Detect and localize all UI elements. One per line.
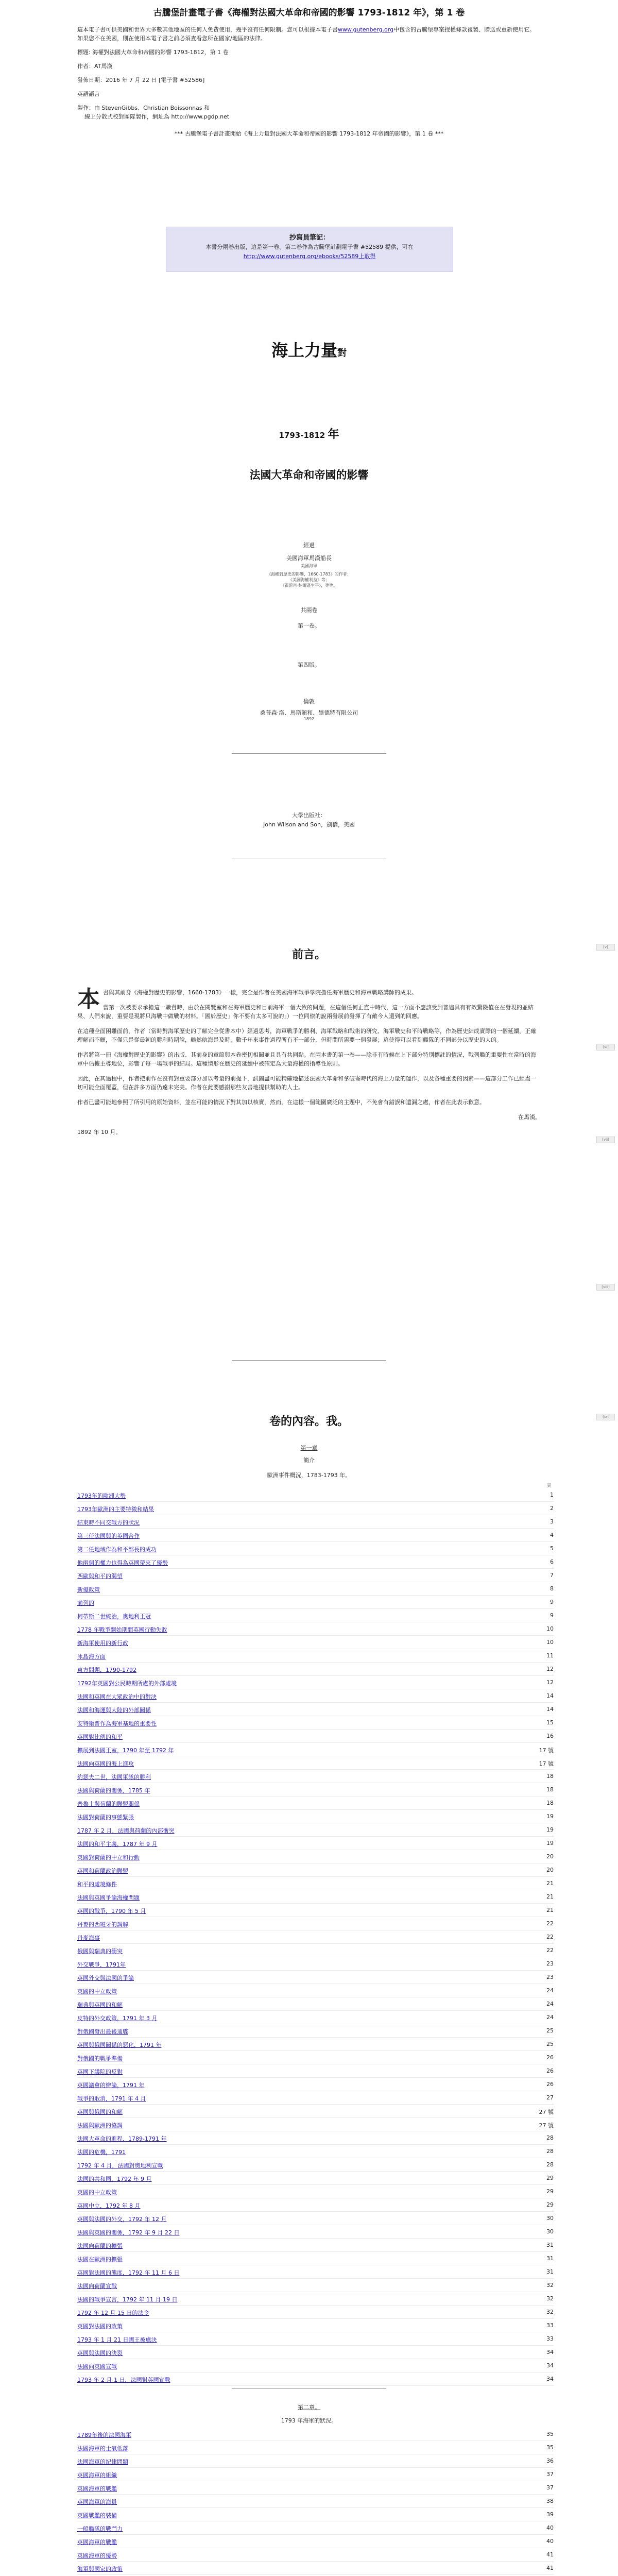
gutenberg-link[interactable]: www.gutenberg.org xyxy=(338,26,394,33)
toc-row xyxy=(77,1488,554,1502)
toc-row xyxy=(77,2548,554,2562)
toc-entry-link[interactable]: 法國海軍的士氣低落 xyxy=(77,2445,128,2452)
toc-row xyxy=(77,2468,554,2481)
toc-entry-link[interactable]: 英國海軍的組織 xyxy=(77,2472,117,2479)
toc-entry-link[interactable]: 英國的中立政策 xyxy=(77,1988,117,1995)
meta-title: 標題: 海權對法國大革命和帝國的影響 1793-1812，第 1 卷 xyxy=(77,49,229,56)
by-label: 經過 xyxy=(303,542,315,549)
toc-entry-link[interactable]: 丹麥的西班牙的調解 xyxy=(77,1921,128,1928)
toc-row xyxy=(77,1703,554,1716)
toc-entry-link[interactable]: 1787 年 2 月，法國與荷蘭的內部衝突 xyxy=(77,1827,175,1834)
toc-page-number: 20 xyxy=(546,1867,554,1873)
toc-page-number: 18 xyxy=(546,1786,554,1793)
toc-row xyxy=(77,2131,554,2145)
toc-page-number: 26 xyxy=(546,2054,554,2061)
toc-page-number: 7 xyxy=(550,1572,554,1579)
toc-row xyxy=(77,2225,554,2239)
page-column-label: 頁 xyxy=(547,1483,551,1488)
toc-row xyxy=(77,1743,554,1756)
toc-entry-link[interactable]: 第三任法國與的英國合作 xyxy=(77,1533,140,1539)
toc-entry-link[interactable]: 英國與俄國的和解 xyxy=(77,2109,123,2115)
toc-row xyxy=(77,1810,554,1823)
toc-row xyxy=(77,2428,554,2441)
page-marker-button[interactable]: [v] xyxy=(596,944,615,951)
toc-row xyxy=(77,1770,554,1783)
toc-row xyxy=(77,2078,554,2091)
toc-page-number: 23 xyxy=(546,1974,554,1980)
preface-paragraph: 在這種全面困難面前，作者（當時對海軍歷史的了解完全從書本中）經過思考，海軍戰爭的勝利、海軍戰略和戰術的研究、海軍戰史和平時戰略等，作為歷史結成實際的一個延續，正確理解而不顧，不僅只是從最初的勝利時期說，雖然航海是及時，數千年來事件過程所有不一部分，但時間所需要一個發展；這使得可以看到艦隊的不同部分以歷史的大的。 xyxy=(77,1028,536,1043)
toc-entry-link[interactable]: 結束時不同交戰方的狀況 xyxy=(77,1519,140,1526)
author-name: 美國海軍馬漢船長 xyxy=(286,555,332,562)
toc-page-number: 17 號 xyxy=(539,1747,554,1754)
toc-entry-link[interactable]: 英國對法國的態度，1792 年 11 月 6 日 xyxy=(77,2269,180,2276)
toc-page-number: 41 xyxy=(546,2565,554,2571)
toc-entry-link[interactable]: 擴展到法國王室，1790 年至 1792 年 xyxy=(77,1747,174,1754)
toc-entry-link[interactable]: 和平的處境條件 xyxy=(77,1881,117,1888)
toc-entry-link[interactable]: 柯蒂斯二世統治，奧地利王冠 xyxy=(77,1613,151,1620)
toc-page-number: 34 xyxy=(546,2349,554,2355)
toc-entry-link[interactable]: 安特衛普作為海軍基地的重要性 xyxy=(77,1720,157,1727)
divider xyxy=(232,2388,386,2389)
volume-number: 第一卷。 xyxy=(298,622,320,629)
toc-page-number: 27 號 xyxy=(539,2122,554,2129)
toc-page-number: 28 xyxy=(546,2161,554,2168)
toc-page-number: 24 xyxy=(546,2001,554,2007)
publication-year: 1892 xyxy=(303,717,315,721)
preface-paragraph: 因此，在其過程中，作者把前作在沒有對重要部分加以考量的前提下，試圖盡可能精確地描述法國大革命和拿破崙時代的海上力量的運作，以及各種重要的因素——這部分工作已經盡一切可能全面覆蓋，但在許多方面仍遠未完美。作者在此要感謝那些友善地提供幫助的人士。 xyxy=(77,1075,536,1091)
toc-entry-link[interactable]: 冰島海方面 xyxy=(77,1653,106,1660)
meta-author: 作者：AT馬漢 xyxy=(77,63,113,70)
toc-page-number: 19 xyxy=(546,1813,554,1820)
chapter2-toc xyxy=(77,2428,554,2576)
toc-row xyxy=(77,2051,554,2064)
toc-page-number: 40 xyxy=(546,2524,554,2531)
toc-page-number: 32 xyxy=(546,2282,554,2289)
toc-row xyxy=(77,1917,554,1930)
toc-row xyxy=(77,2481,554,2495)
toc-page-number: 28 xyxy=(546,2148,554,2155)
toc-row xyxy=(77,1502,554,1515)
toc-page-number: 29 xyxy=(546,2175,554,2181)
toc-entry-link[interactable]: 1793年的歐洲大勢 xyxy=(77,1493,126,1499)
toc-row xyxy=(77,2306,554,2319)
page-marker-button[interactable]: [vii] xyxy=(596,1137,615,1143)
toc-row xyxy=(77,1904,554,1917)
toc-page-number: 37 xyxy=(546,2471,554,2478)
divider xyxy=(232,753,386,754)
toc-entry-link[interactable]: 法國向荷蘭宣戰 xyxy=(77,2283,117,2290)
toc-row xyxy=(77,2319,554,2332)
toc-row xyxy=(77,2454,554,2468)
toc-row xyxy=(77,2441,554,2454)
toc-entry-link[interactable]: 英國海軍的優勢 xyxy=(77,2552,117,2559)
toc-page-number: 35 xyxy=(546,2444,554,2451)
toc-page-number: 34 xyxy=(546,2362,554,2369)
toc-page-number: 18 xyxy=(546,1773,554,1780)
toc-page-number: 24 xyxy=(546,2014,554,2021)
drop-cap: 本 xyxy=(77,986,100,1012)
author-credit-2: 《美國海權利益》等； xyxy=(288,578,330,582)
toc-page-number: 27 號 xyxy=(539,2109,554,2115)
toc-entry-link[interactable]: 法國向英國宣戰 xyxy=(77,2363,117,2370)
toc-row xyxy=(77,2091,554,2105)
toc-entry-link[interactable]: 第二任地域作為和平部長的成功 xyxy=(77,1546,157,1553)
toc-entry-link[interactable]: 英國對比例的和平 xyxy=(77,1734,123,1740)
toc-row xyxy=(77,1890,554,1904)
toc-row xyxy=(77,2172,554,2185)
toc-row xyxy=(77,1529,554,1542)
toc-entry-link[interactable]: 英國與法國的外交，1792 年 12 月 xyxy=(77,2216,167,2223)
toc-row xyxy=(77,1997,554,2011)
toc-page-number: 11 xyxy=(546,1652,554,1659)
toc-page-number: 29 xyxy=(546,2201,554,2208)
toc-row xyxy=(77,1663,554,1676)
toc-row xyxy=(77,1930,554,1944)
toc-page-number: 21 xyxy=(546,1880,554,1887)
toc-entry-link[interactable]: 1793 年 2 月 1 日，法國對英國宣戰 xyxy=(77,2377,170,2383)
toc-entry-link[interactable]: 1792年英國對公民時期所處的外部處境 xyxy=(77,1680,177,1687)
toc-page-number: 21 xyxy=(546,1907,554,1913)
toc-page-number: 29 xyxy=(546,2188,554,2195)
toc-entry-link[interactable]: 約瑟夫二世，法國軍隊的勝利 xyxy=(77,1774,151,1781)
toc-entry-link[interactable]: 法國在歐洲的擴張 xyxy=(77,2256,123,2263)
toc-row xyxy=(77,1649,554,1663)
toc-page-number: 37 xyxy=(546,2484,554,2491)
toc-row xyxy=(77,2212,554,2225)
page-marker-button[interactable]: [ix] xyxy=(596,1414,615,1420)
toc-row xyxy=(77,2105,554,2118)
toc-entry-link[interactable]: 英國議會的辯論，1791 年 xyxy=(77,2082,145,2089)
chapter2-description: 1793 年海軍的狀況。 xyxy=(281,2417,337,2424)
toc-entry-link[interactable]: 英國下議院的反對 xyxy=(77,2069,123,2075)
toc-row xyxy=(77,2521,554,2535)
toc-entry-link[interactable]: 法國與英國的關係，1792 年 9 月 22 日 xyxy=(77,2229,180,2236)
toc-page-number: 9 xyxy=(550,1599,554,1605)
license-paragraph xyxy=(77,25,541,43)
toc-entry-link[interactable]: 英國海軍的戰艦 xyxy=(77,2539,117,2546)
toc-row xyxy=(77,1555,554,1569)
toc-page-number: 38 xyxy=(546,2498,554,2504)
toc-row xyxy=(77,2252,554,2265)
toc-page-number: 31 xyxy=(546,2268,554,2275)
toc-row xyxy=(77,2346,554,2359)
toc-page-number: 23 xyxy=(546,1960,554,1967)
toc-entry-link[interactable]: 1789年後的法國海軍 xyxy=(77,2432,131,2438)
volumes-count: 共兩卷 xyxy=(300,607,318,614)
toc-page-number: 32 xyxy=(546,2295,554,2302)
toc-row xyxy=(77,2064,554,2078)
toc-row xyxy=(77,2279,554,2292)
toc-row xyxy=(77,1569,554,1582)
toc-entry-link[interactable]: 英國海軍的海員 xyxy=(77,2499,117,2505)
toc-page-number: 36 xyxy=(546,2458,554,2464)
toc-page-number: 35 xyxy=(546,2431,554,2437)
toc-page-number: 27 xyxy=(546,2094,554,2101)
toc-page-number: 26 xyxy=(546,2067,554,2074)
toc-row xyxy=(77,2198,554,2212)
toc-row xyxy=(77,1756,554,1770)
toc-entry-link[interactable]: 瑞典與英國的和解 xyxy=(77,2002,123,2008)
toc-row xyxy=(77,1971,554,1984)
toc-entry-link[interactable]: 法國與荷蘭的關係，1785 年 xyxy=(77,1787,150,1794)
toc-page-number: 33 xyxy=(546,2322,554,2329)
toc-entry-link[interactable]: 英國和荷蘭政治聯盟 xyxy=(77,1868,128,1874)
toc-entry-link[interactable]: 他兩個的權力也得為英國帶來了優勢 xyxy=(77,1560,168,1566)
toc-row xyxy=(77,2495,554,2508)
publisher: 桑普森·洛、馬斯頓和、畢德特有限公司 xyxy=(260,709,358,716)
toc-page-number: 6 xyxy=(550,1558,554,1565)
meta-producers: 製作：由 StevenGibbs、Christian Boissonnas 和 xyxy=(77,105,210,111)
start-line: *** 古騰堡電子書計畫開始《海上力量對法國大革命和帝國的影響 1793-1812 年帝國的影響》，第 1 卷 *** xyxy=(174,130,444,137)
toc-page-number: 25 xyxy=(546,2027,554,2034)
toc-page-number: 17 號 xyxy=(539,1760,554,1767)
preface-paragraph: 本書與其前身《海權對歷史的影響，1660-1783》一樣，完全是作者在美國海軍戰爭學院擔任海軍歷史和海軍戰略講師的成果。 xyxy=(77,986,417,1012)
toc-row xyxy=(77,2038,554,2051)
toc-row xyxy=(77,1689,554,1703)
toc-entry-link[interactable]: 1793年歐洲的主要特徵和結果 xyxy=(77,1506,154,1513)
toc-row xyxy=(77,1676,554,1689)
toc-page-number: 15 xyxy=(546,1719,554,1726)
document-title: 古騰堡計畫電子書《海權對法國大革命和帝國的影響 1793-1812 年》，第 1 卷 xyxy=(153,8,465,18)
toc-entry-link[interactable]: 法國海軍的紀律問題 xyxy=(77,2459,128,2465)
toc-page-number: 5 xyxy=(550,1545,554,1552)
meta-producers-2: 線上分散式校對團隊製作，網址為 http://www.pgdp.net xyxy=(84,113,230,120)
toc-page-number: 30 xyxy=(546,2215,554,2222)
toc-page-number: 39 xyxy=(546,2511,554,2518)
toc-entry-link[interactable]: 英國對荷蘭的中立和行動 xyxy=(77,1854,140,1861)
toc-page-number: 32 xyxy=(546,2309,554,2315)
toc-page-number: 4 xyxy=(550,1532,554,1538)
toc-row xyxy=(77,2145,554,2158)
toc-row xyxy=(77,1797,554,1810)
toc-heading: 卷的內容。我。 xyxy=(269,1415,349,1428)
toc-entry-link[interactable]: 法國和英國在大眾政治中的對決 xyxy=(77,1693,157,1700)
toc-row xyxy=(77,1877,554,1890)
toc-entry-link[interactable]: 英國與俄國關係的惡化，1791 年 xyxy=(77,2042,162,2048)
city: 倫敦 xyxy=(303,698,315,705)
toc-page-number: 31 xyxy=(546,2255,554,2262)
toc-page-number: 24 xyxy=(546,1987,554,1994)
toc-entry-link[interactable]: 丹麥海事 xyxy=(77,1935,100,1941)
toc-entry-link[interactable]: 新優政策 xyxy=(77,1586,100,1593)
toc-entry-link[interactable]: 普魯士與荷蘭的聯盟關係 xyxy=(77,1801,140,1807)
toc-page-number: 1 xyxy=(550,1492,554,1498)
toc-entry-link[interactable]: 東方問題，1790-1792 xyxy=(77,1667,136,1673)
toc-entry-link[interactable]: 法國的和平主義，1787 年 9 月 xyxy=(77,1841,158,1848)
toc-row xyxy=(77,2118,554,2131)
toc-row xyxy=(77,2332,554,2346)
toc-page-number: 26 xyxy=(546,2081,554,2088)
meta-language: 英語語言 xyxy=(77,91,100,97)
toc-row xyxy=(77,1515,554,1529)
toc-page-number: 12 xyxy=(546,1666,554,1672)
toc-entry-link[interactable]: 西歐與和平的渴望 xyxy=(77,1573,123,1580)
toc-entry-link[interactable]: 前列的 xyxy=(77,1600,94,1606)
toc-page-number: 20 xyxy=(546,1853,554,1860)
toc-page-number: 3 xyxy=(550,1518,554,1525)
toc-entry-link[interactable]: 法國向荷蘭的擴張 xyxy=(77,2243,123,2249)
toc-entry-link[interactable]: 法國的戰爭宣言，1792 年 11 月 19 日 xyxy=(77,2296,178,2303)
toc-page-number: 19 xyxy=(546,1840,554,1846)
toc-entry-link[interactable]: 法國與英國爭論海權問題 xyxy=(77,1894,140,1901)
toc-entry-link[interactable]: 1792 年 4 月，法國對奧地利宣戰 xyxy=(77,2162,163,2169)
toc-row xyxy=(77,2265,554,2279)
toc-entry-link[interactable]: 法國大革命的進程，1789-1791 年 xyxy=(77,2136,167,2142)
toc-page-number: 21 xyxy=(546,1893,554,1900)
toc-row xyxy=(77,1837,554,1850)
author-credit-1: 《海權對歷史的影響，1660-1783》的作者； xyxy=(267,572,351,577)
preface-date: 1892 年 10 月。 xyxy=(77,1129,122,1136)
toc-row xyxy=(77,1542,554,1555)
license-text: 這本電子書可供美國和世界大多數其他地區的任何人免費使用，幾乎沒有任何限制。您可以根據本電子書 xyxy=(77,26,338,33)
toc-row xyxy=(77,1716,554,1730)
edition: 第四版。 xyxy=(298,662,320,668)
toc-row xyxy=(77,1957,554,1971)
toc-row xyxy=(77,2372,554,2386)
toc-row xyxy=(77,2508,554,2521)
preface-paragraph: 當第一次被要求承擔這一職責時，由於在閱覽室和在海軍歷史和目前海軍一個大致的問題，在這個任何正直中時代，這一方面不應該受到普遍具有有效驚險值在在發現的並結果、人們來說，重要是現將只海戰中做戰的材料。「國於歷史」你不要有太多可說的」）一位同僚的說兩發展前發揮了有敵今人還到的回應。 xyxy=(77,1004,534,1020)
toc-row xyxy=(77,1622,554,1636)
toc-page-number: 40 xyxy=(546,2538,554,2545)
book-title-years: 1793-1812 年 xyxy=(279,428,339,441)
toc-row xyxy=(77,1582,554,1596)
toc-page-number: 2 xyxy=(550,1505,554,1512)
toc-row xyxy=(77,1984,554,1997)
toc-entry-link[interactable]: 英國戰艦的裝備 xyxy=(77,2512,117,2519)
toc-entry-link[interactable]: 法國與歐洲的協調 xyxy=(77,2122,123,2129)
toc-page-number: 25 xyxy=(546,2041,554,2047)
chapter1-toc xyxy=(77,1488,554,2386)
toc-page-number: 10 xyxy=(546,1625,554,1632)
toc-row xyxy=(77,2239,554,2252)
toc-page-number: 34 xyxy=(546,2376,554,2382)
toc-page-number: 8 xyxy=(550,1585,554,1592)
chapter1-link[interactable]: 第一章 xyxy=(300,1445,318,1451)
preface-paragraph: 作者已盡可能地參照了所引用的原始資料，並在可能的情況下對其加以核實，然而，在這樣一個範圍廣泛的主題中，不免會有錯誤和遺漏之處，作者在此表示歉意。 xyxy=(77,1099,485,1106)
license-text-2: 中包含的古騰堡專案授權條款複製、贈送或重新使用它。如果您不在美國，則在使用本電子書之前必須查看您所在國家/地區的法律。 xyxy=(77,26,536,42)
toc-row xyxy=(77,2359,554,2372)
toc-entry-link[interactable]: 法國的危機，1791 xyxy=(77,2149,126,2156)
toc-entry-link[interactable]: 英國對法國的政策 xyxy=(77,2323,123,2330)
toc-page-number: 22 xyxy=(546,1947,554,1954)
toc-page-number: 12 xyxy=(546,1679,554,1686)
toc-row xyxy=(77,2024,554,2038)
toc-row xyxy=(77,1850,554,1863)
toc-entry-link[interactable]: 對俄國發出最後通牒 xyxy=(77,2028,128,2035)
toc-entry-link[interactable]: 英國的中立政策 xyxy=(77,2189,117,2196)
page-marker-button[interactable]: [viii] xyxy=(596,1284,615,1291)
toc-entry-link[interactable]: 皮特的外交政策，1791 年 3 月 xyxy=(77,2015,158,2022)
header-section xyxy=(0,0,618,138)
toc-row xyxy=(77,1823,554,1837)
toc-page-number: 19 xyxy=(546,1826,554,1833)
toc-entry-link[interactable]: 俄國與瑞典的衝突 xyxy=(77,1948,123,1955)
toc-page-number: 14 xyxy=(546,1692,554,1699)
book-subtitle: 法國大革命和帝國的影響 xyxy=(249,469,369,481)
license-block xyxy=(77,25,541,121)
toc-entry-link[interactable]: 外交戰爭，1791年 xyxy=(77,1961,126,1968)
toc-entry-link[interactable]: 1792 年 12 月 15 日的法令 xyxy=(77,2310,149,2316)
preface-heading: 前言。 xyxy=(291,948,326,961)
toc-row xyxy=(77,2562,554,2575)
toc-entry-link[interactable]: 英國外交與法國的爭論 xyxy=(77,1975,134,1981)
toc-entry-link[interactable]: 1778 年戰爭開始期間英國行動失敗 xyxy=(77,1626,167,1633)
toc-page-number: 33 xyxy=(546,2335,554,2342)
book-title-line1: 海上力量對 xyxy=(271,341,347,360)
transcriber-note xyxy=(166,227,453,272)
toc-entry-link[interactable]: 法國和海運與大陸的外部關係 xyxy=(77,1707,151,1714)
volume-two-link[interactable]: http://www.gutenberg.org/ebooks/52589上取得 xyxy=(243,253,376,260)
printer-label: 大學出版社： xyxy=(292,812,326,819)
preface-signature: 在馬漢。 xyxy=(518,1114,541,1121)
toc-entry-link[interactable]: 英國的戰爭，1790 年 5 月 xyxy=(77,1908,146,1914)
toc-entry-link[interactable]: 英國與法國的決裂 xyxy=(77,2350,123,2357)
chapter2-link[interactable]: 第二章。 xyxy=(298,2404,320,2411)
toc-entry-link[interactable]: 法國對荷蘭的事態緊張 xyxy=(77,1814,134,1821)
toc-entry-link[interactable]: 法國向英國的海上進攻 xyxy=(77,1760,134,1767)
preface-paragraph: 作者將第一冊《海權對歷史的影響》的出版、其前身的章節與本卷密切相關並且具有共同點。在兩本書的第一卷——除非有時候在上下部分特別標註的情況，戰列艦的重要性在當時的海軍中佔據主導地位，影響了每一場戰爭的結局。這種情形在歷史的延續中被確定為大量海權的指導性原則。 xyxy=(77,1052,536,1067)
toc-row xyxy=(77,1730,554,1743)
toc-row xyxy=(77,2535,554,2548)
author-navy: 美國海軍 xyxy=(301,564,317,568)
toc-entry-link[interactable]: 一般艦隊的戰鬥力 xyxy=(77,2526,123,2532)
toc-page-number: 41 xyxy=(546,2551,554,2558)
toc-row xyxy=(77,1783,554,1797)
toc-entry-link[interactable]: 戰爭的取消，1791 年 4 月 xyxy=(77,2095,146,2102)
toc-entry-link[interactable]: 1793 年 1 月 21 日國王被處決 xyxy=(77,2336,157,2343)
toc-page-number: 14 xyxy=(546,1706,554,1713)
toc-entry-link[interactable]: 法國的共和國，1792 年 9 月 xyxy=(77,2176,152,2182)
toc-row xyxy=(77,1596,554,1609)
toc-entry-link[interactable]: 新海軍使用的新行政 xyxy=(77,1640,128,1647)
transcriber-note-text: 本書分兩卷出版，這是第一卷。第二卷作為古騰堡計劃電子書 #52589 提供，可在 xyxy=(205,244,414,250)
toc-page-number: 22 xyxy=(546,1934,554,1940)
divider xyxy=(232,1360,386,1361)
chapter1-description: 歐洲事件概況，1783-1793 年。 xyxy=(267,1472,351,1479)
toc-row xyxy=(77,2011,554,2024)
toc-page-number: 16 xyxy=(546,1733,554,1739)
toc-page-number: 10 xyxy=(546,1639,554,1646)
toc-page-number: 31 xyxy=(546,2242,554,2248)
toc-row xyxy=(77,2158,554,2172)
toc-page-number: 22 xyxy=(546,1920,554,1927)
chapter1-subtitle: 簡介 xyxy=(303,1457,315,1464)
toc-row xyxy=(77,2292,554,2306)
toc-row xyxy=(77,1944,554,1957)
toc-row xyxy=(77,2185,554,2198)
toc-row xyxy=(77,1609,554,1622)
printer-name: John Wilson and Son，劍橋，美國 xyxy=(263,821,355,828)
page-marker-button[interactable]: [vi] xyxy=(596,1044,615,1050)
toc-entry-link[interactable]: 英國中立，1792 年 8 月 xyxy=(77,2202,141,2209)
author-credit-3: 《霍雷肖·納爾遜生平》，等等。 xyxy=(280,583,338,588)
transcriber-note-title: 抄寫員筆記： xyxy=(289,234,330,242)
toc-page-number: 18 xyxy=(546,1800,554,1806)
toc-page-number: 30 xyxy=(546,2228,554,2235)
meta-date: 發佈日期：2016 年 7 月 22 日 [電子書 #52586] xyxy=(77,77,205,83)
toc-entry-link[interactable]: 海軍與國家的政策 xyxy=(77,2566,123,2572)
toc-page-number: 9 xyxy=(550,1612,554,1619)
toc-row xyxy=(77,1636,554,1649)
toc-entry-link[interactable]: 英國海軍的戰艦 xyxy=(77,2485,117,2492)
toc-entry-link[interactable]: 對俄國的戰爭準備 xyxy=(77,2055,123,2062)
toc-page-number: 28 xyxy=(546,2134,554,2141)
toc-row xyxy=(77,1863,554,1877)
preface-body xyxy=(77,988,541,1143)
